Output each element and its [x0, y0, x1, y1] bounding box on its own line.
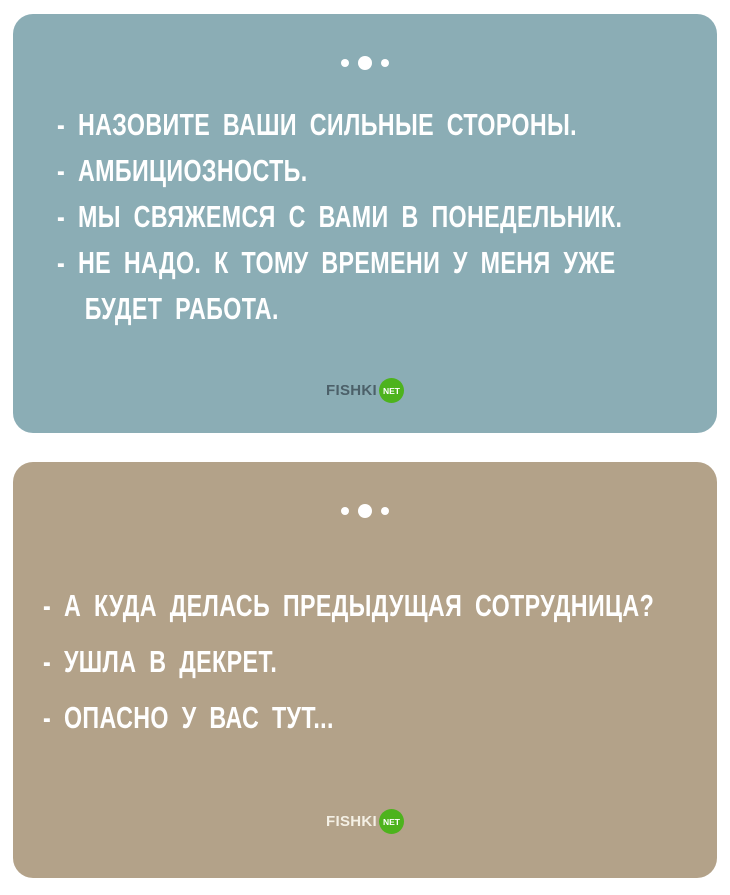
dialog-text-block — [13, 578, 717, 746]
fishki-net-badge-icon: NET — [379, 378, 404, 403]
dialog-line: - А КУДА ДЕЛАСЬ ПРЕДЫДУЩАЯ СОТРУДНИЦА? — [43, 588, 655, 623]
ellipsis-dots — [13, 462, 717, 518]
quote-card-bottom — [13, 462, 717, 878]
ellipsis-dots — [13, 14, 717, 70]
dot-icon — [381, 59, 389, 67]
dialog-line: - НЕ НАДО. К ТОМУ ВРЕМЕНИ У МЕНЯ УЖЕ — [57, 245, 616, 280]
dot-icon — [341, 59, 349, 67]
dialog-text-block — [13, 102, 717, 332]
fishki-brand-text: FISHKI — [326, 382, 377, 399]
fishki-net-badge-icon: NET — [379, 809, 404, 834]
quote-card-top — [13, 14, 717, 433]
fishki-watermark — [326, 809, 404, 834]
dialog-line: - УШЛА В ДЕКРЕТ. — [43, 644, 278, 679]
dot-icon — [341, 507, 349, 515]
dialog-line: - ОПАСНО У ВАС ТУТ... — [43, 700, 334, 735]
dot-icon — [381, 507, 389, 515]
dialog-line: - НАЗОВИТЕ ВАШИ СИЛЬНЫЕ СТОРОНЫ. — [57, 107, 578, 142]
dot-icon — [358, 504, 372, 518]
dialog-line: - МЫ СВЯЖЕМСЯ С ВАМИ В ПОНЕДЕЛЬНИК. — [57, 199, 623, 234]
dialog-line: - АМБИЦИОЗНОСТЬ. — [57, 153, 308, 188]
dot-icon — [358, 56, 372, 70]
dialog-line-continuation: БУДЕТ РАБОТА. — [84, 291, 279, 326]
fishki-watermark — [326, 378, 404, 403]
fishki-brand-text: FISHKI — [326, 813, 377, 830]
